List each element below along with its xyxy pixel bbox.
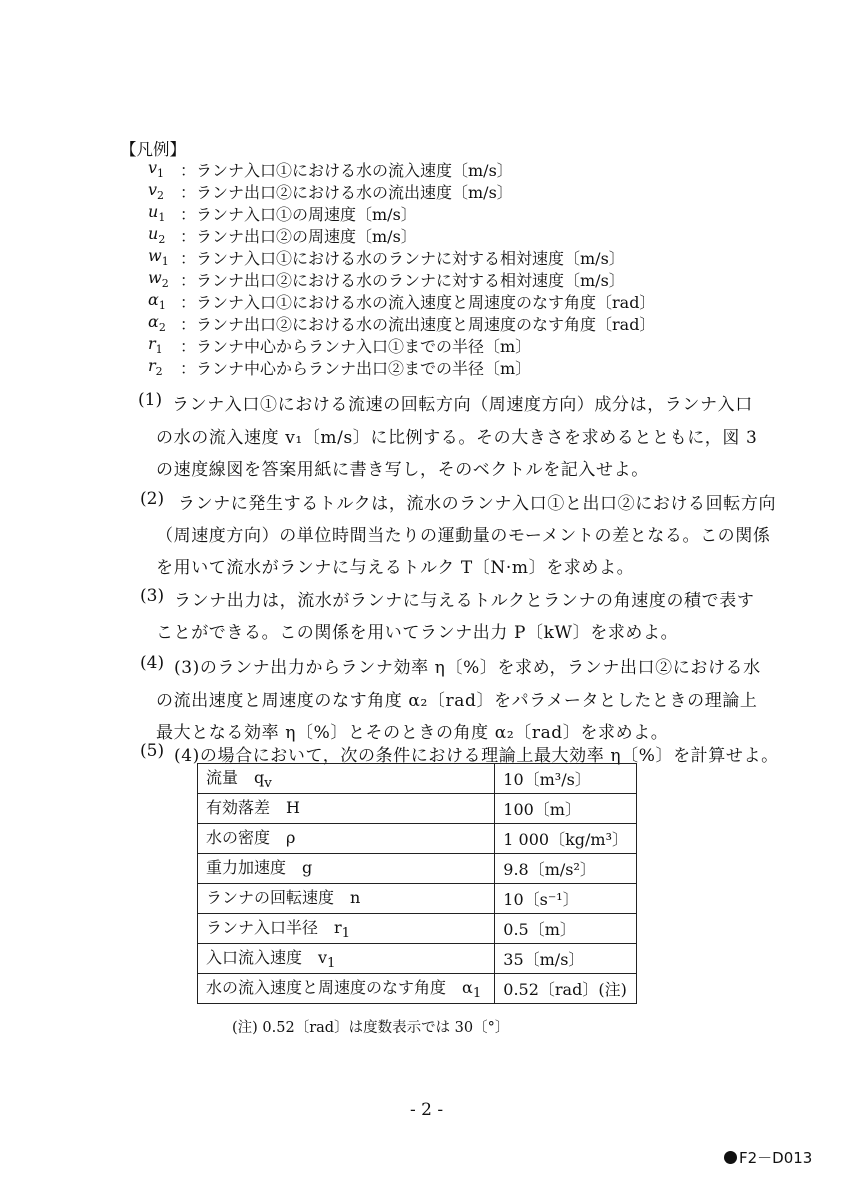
question-line: ランナに発生するトルクは，流水のランナ入口①と出口②における回転方向	[178, 494, 777, 514]
condition-label: 入口流入速度 $v_1$	[198, 944, 495, 974]
question-number: (1)	[138, 390, 163, 410]
legend-symbol: $u_2$	[148, 224, 166, 247]
table-row	[198, 944, 637, 974]
question-line: の水の流入速度 v₁〔m/s〕に比例する。その大きさを求めるとともに，図 3	[156, 428, 758, 448]
question-line: （周速度方向）の単位時間当たりの運動量のモーメントの差となる。この関係	[156, 526, 771, 546]
legend-title: 【凡例】	[120, 140, 186, 159]
legend-description: ：ランナ中心からランナ入口①までの半径〔m〕	[180, 337, 532, 356]
table-row	[198, 794, 637, 824]
footnote: (注) 0.52〔rad〕は度数表示では 30〔°〕	[232, 1020, 510, 1036]
condition-value: 100〔m〕	[495, 794, 637, 824]
legend-description: ：ランナ出口②の周速度〔m/s〕	[180, 227, 417, 246]
condition-value: 35〔m/s〕	[495, 944, 637, 974]
table-row	[198, 914, 637, 944]
condition-value: 1 000〔kg/m³〕	[495, 824, 637, 854]
question-line: の流出速度と周速度のなす角度 α₂〔rad〕をパラメータとしたときの理論上	[156, 691, 758, 711]
table-row	[198, 764, 637, 794]
condition-value: 0.52〔rad〕(注)	[495, 974, 637, 1004]
table-row	[198, 854, 637, 884]
conditions-table	[197, 763, 637, 1004]
question-line: ランナ出力は，流水がランナに与えるトルクとランナの角速度の積で表す	[174, 591, 755, 611]
question-number: (2)	[140, 489, 165, 509]
page-number: - 2 -	[410, 1100, 444, 1120]
legend-description: ：ランナ入口①の周速度〔m/s〕	[180, 205, 417, 224]
legend-symbol: $\alpha_2$	[148, 312, 166, 335]
question-number: (5)	[140, 741, 165, 761]
legend-symbol: $r_2$	[148, 356, 163, 379]
question-line: (3)のランナ出力からランナ効率 η〔%〕を求め，ランナ出口②における水	[174, 658, 761, 678]
legend-symbol: $w_2$	[148, 268, 169, 291]
table-row	[198, 974, 637, 1004]
question-number: (4)	[140, 653, 165, 673]
condition-label: ランナの回転速度 n	[198, 884, 495, 914]
table-row	[198, 884, 637, 914]
document-code-text: F2－D013	[739, 1149, 813, 1167]
legend-symbol: $v_2$	[148, 180, 165, 203]
question-number: (3)	[140, 586, 165, 606]
condition-value: 0.5〔m〕	[495, 914, 637, 944]
legend-description: ：ランナ中心からランナ出口②までの半径〔m〕	[180, 359, 532, 378]
legend-symbol: $\alpha_1$	[148, 290, 166, 313]
legend-symbol: $r_1$	[148, 334, 163, 357]
legend-description: ：ランナ出口②における水のランナに対する相対速度〔m/s〕	[180, 271, 625, 290]
condition-value: 10〔m³/s〕	[495, 764, 637, 794]
bullet-icon	[724, 1151, 737, 1164]
condition-label: 水の密度 ρ	[198, 824, 495, 854]
condition-label: ランナ入口半径 $r_1$	[198, 914, 495, 944]
question-line: の速度線図を答案用紙に書き写し，そのベクトルを記入せよ。	[156, 460, 649, 480]
legend-symbol: $u_1$	[148, 202, 166, 225]
table-row	[198, 824, 637, 854]
legend-description: ：ランナ出口②における水の流出速度と周速度のなす角度〔rad〕	[180, 315, 656, 334]
question-line: ランナ入口①における流速の回転方向（周速度方向）成分は，ランナ入口	[172, 395, 753, 415]
legend-symbol: $w_1$	[148, 246, 169, 269]
condition-label: 流量 $q_v$	[198, 764, 495, 794]
legend-description: ：ランナ入口①における水のランナに対する相対速度〔m/s〕	[180, 249, 625, 268]
legend-description: ：ランナ入口①における水の流入速度〔m/s〕	[180, 161, 513, 180]
condition-value: 10〔s⁻¹〕	[495, 884, 637, 914]
condition-label: 有効落差 H	[198, 794, 495, 824]
legend-symbol: $v_1$	[148, 158, 165, 181]
condition-label: 水の流入速度と周速度のなす角度 $\alpha_1$	[198, 974, 495, 1004]
question-line: 最大となる効率 η〔%〕とそのときの角度 α₂〔rad〕を求めよ。	[156, 723, 669, 743]
question-line: を用いて流水がランナに与えるトルク T〔N·m〕を求めよ。	[156, 558, 635, 578]
legend-description: ：ランナ入口①における水の流入速度と周速度のなす角度〔rad〕	[180, 293, 656, 312]
condition-value: 9.8〔m/s²〕	[495, 854, 637, 884]
legend-description: ：ランナ出口②における水の流出速度〔m/s〕	[180, 183, 513, 202]
question-line: ことができる。この関係を用いてランナ出力 P〔kW〕を求めよ。	[156, 623, 679, 643]
condition-label: 重力加速度 g	[198, 854, 495, 884]
document-code	[724, 1147, 812, 1168]
question-line: (4)の場合において，次の条件における理論上最大効率 η〔%〕を計算せよ。	[174, 746, 779, 766]
